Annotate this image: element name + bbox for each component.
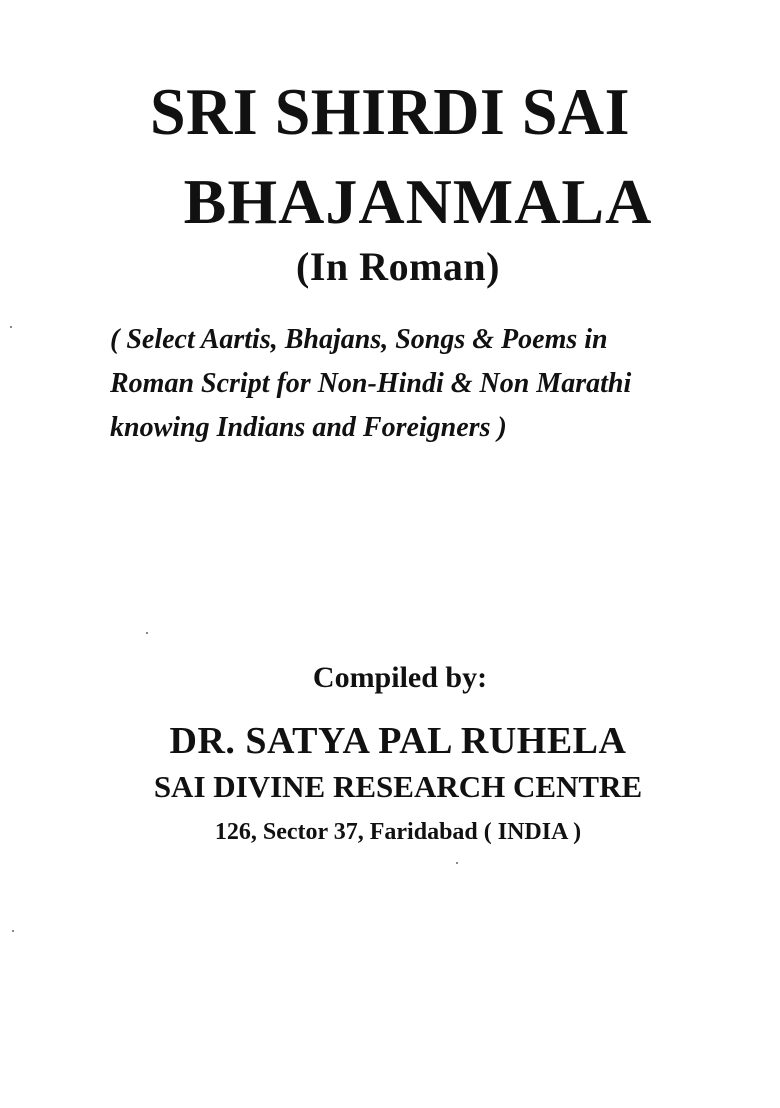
scan-speck xyxy=(10,326,12,328)
scan-speck xyxy=(12,930,14,932)
author-name: DR. SATYA PAL RUHELA xyxy=(169,720,627,762)
compiled-by-label: Compiled by: xyxy=(312,661,488,694)
scan-speck xyxy=(146,632,148,634)
scan-speck xyxy=(456,862,458,864)
title-subtitle: (In Roman) xyxy=(296,244,500,289)
organization-name: SAI DIVINE RESEARCH CENTRE xyxy=(153,769,643,804)
description-line-1: ( Select Aartis, Bhajans, Songs & Poems in xyxy=(110,324,608,355)
description-line-2: Roman Script for Non-Hindi & Non Marathi xyxy=(110,368,632,399)
organization-address: 126, Sector 37, Faridabad ( INDIA ) xyxy=(214,819,582,845)
title-line-1: SRI SHIRDI SAI xyxy=(149,74,631,149)
title-line-2: BHAJANMALA xyxy=(183,166,653,237)
description-line-3: knowing Indians and Foreigners ) xyxy=(110,412,507,443)
